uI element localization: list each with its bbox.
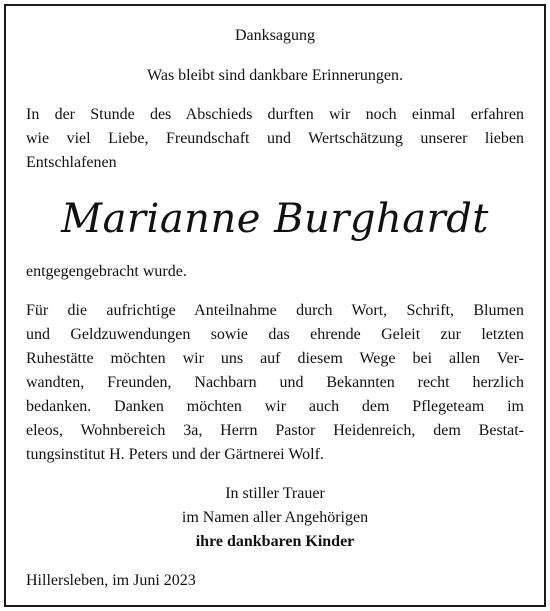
thanks-line-5: bedanken. Danken möchten wir auch dem Pflegeteam im bbox=[26, 398, 524, 415]
thanks-line-3: Ruhestätte möchten wir uns auf diesem Wege bei allen Ver- bbox=[26, 350, 524, 367]
intro-line-1: In der Stunde des Abschieds durften wir noch einmal erfahren bbox=[26, 106, 524, 123]
obituary-notice bbox=[4, 4, 546, 607]
thanks-line-6: eleos, Wohnbereich 3a, Herrn Pastor Heidenreich, dem Bestat- bbox=[26, 422, 524, 439]
thanks-line-7: tungsinstitut H. Peters und der Gärtnerei Wolf. bbox=[26, 446, 324, 463]
received-line: entgegengebracht wurde. bbox=[26, 263, 187, 280]
signature-line-1: In stiller Trauer bbox=[225, 485, 325, 502]
motto: Was bleibt sind dankbare Erinnerungen. bbox=[147, 67, 403, 84]
signature-line-3: ihre dankbaren Kinder bbox=[195, 533, 355, 550]
thanks-line-4: wandten, Freunden, Nachbarn und Bekannten recht herzlich bbox=[26, 374, 524, 391]
thanks-line-2: und Geldzuwendungen sowie das ehrende Geleit zur letzten bbox=[26, 326, 524, 343]
notice-heading: Danksagung bbox=[235, 27, 315, 44]
intro-line-3: Entschlafenen bbox=[26, 154, 117, 171]
deceased-name: Marianne Burghardt bbox=[61, 196, 489, 242]
thanks-line-1: Für die aufrichtige Anteilnahme durch Wort, Schrift, Blumen bbox=[26, 302, 524, 319]
intro-line-2: wie viel Liebe, Freundschaft und Wertschätzung unserer lieben bbox=[26, 130, 524, 147]
place-date: Hillersleben, im Juni 2023 bbox=[26, 572, 196, 589]
signature-line-2: im Namen aller Angehörigen bbox=[181, 509, 369, 526]
